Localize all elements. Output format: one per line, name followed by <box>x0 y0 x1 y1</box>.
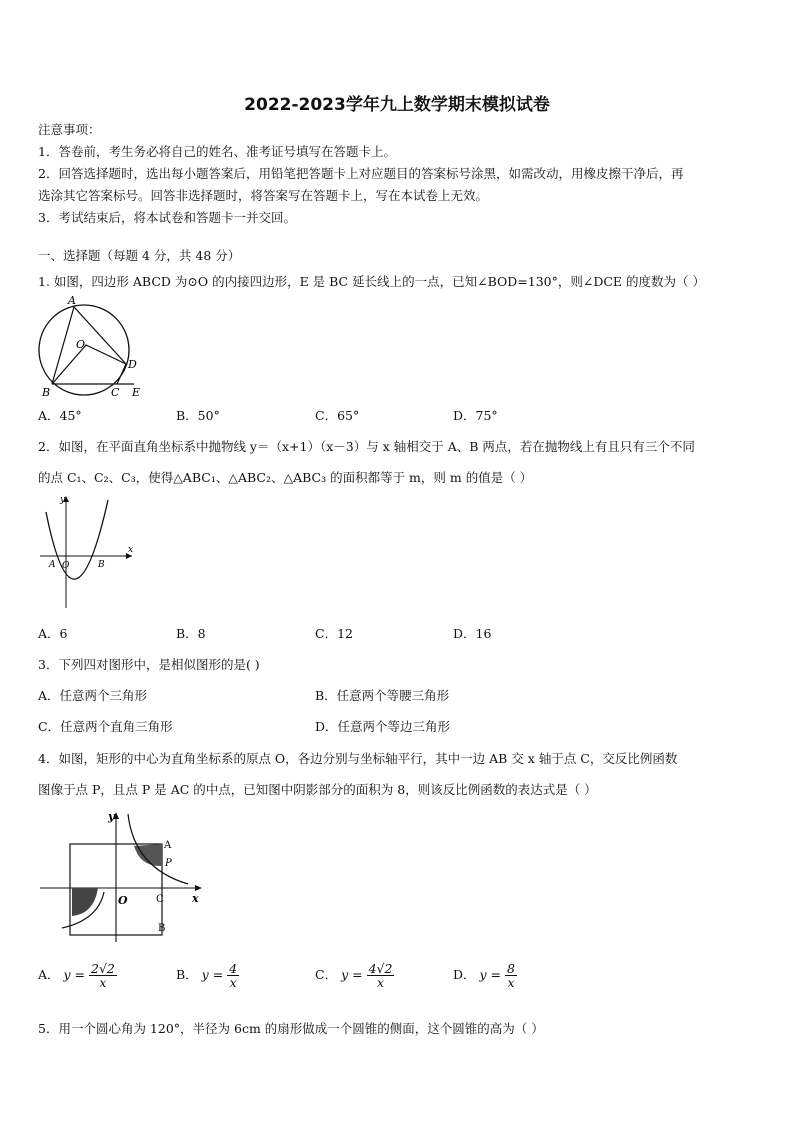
q3-text: 3．下列四对图形中，是相似图形的是( ) <box>38 657 260 672</box>
fig2-label-b: B <box>98 560 105 570</box>
q2-option-a: A．6 <box>38 626 68 641</box>
fig1-label-a: A <box>68 294 76 307</box>
q4-option-c: C． y = $\frac{4√2}{x}$ <box>315 961 393 991</box>
page-title: 2022-2023学年九上数学期末模拟试卷 <box>244 95 550 115</box>
q3-option-b: B．任意两个等腰三角形 <box>315 688 450 703</box>
fig4-label-x: x <box>192 892 199 905</box>
fig4-label-p: P <box>165 858 172 869</box>
q2-option-b: B．8 <box>176 626 206 641</box>
q2-option-d: D．16 <box>453 626 492 641</box>
q2-line-2: 的点 C₁、C₂、C₃，使得△ABC₁、△ABC₂、△ABC₃ 的面积都等于 m，则 m 的值是（ ） <box>38 470 533 485</box>
q2-option-c: C．12 <box>315 626 353 641</box>
notes-item-2-cont: 选涂其它答案标号。回答非选择题时，将答案写在答题卡上，写在本试卷上无效。 <box>38 188 489 203</box>
q3-option-c: C．任意两个直角三角形 <box>38 719 173 734</box>
q1-circle-figure <box>34 292 154 404</box>
q1-option-a: A．45° <box>38 408 82 423</box>
q2-line-1: 2．如图，在平面直角坐标系中抛物线 y＝（x+1）（x－3）与 x 轴相交于 A、B 两点，若在抛物线上有且只有三个不同 <box>38 439 695 454</box>
q4-line-1: 4．如图，矩形的中心为直角坐标系的原点 O，各边分别与坐标轴平行，其中一边 AB 交 x 轴于点 C，交反比例函数 <box>38 751 678 766</box>
q4-option-d: D． y = $\frac{8}{x}$ <box>453 961 515 991</box>
fig4-label-o: O <box>118 894 128 907</box>
fig2-label-x: x <box>128 545 134 555</box>
q3-option-d: D．任意两个等边三角形 <box>315 719 451 734</box>
fig2-label-y: y <box>60 495 66 505</box>
notes-item-1: 1．答卷前，考生务必将自己的姓名、准考证号填写在答题卡上。 <box>38 144 396 159</box>
q4-option-a: A． y = $\frac{2√2}{x}$ <box>38 961 115 991</box>
q4-rectangle-figure <box>36 808 206 948</box>
fig1-label-c: C <box>111 386 120 399</box>
notes-item-3: 3．考试结束后，将本试卷和答题卡一并交回。 <box>38 210 296 225</box>
notes-heading: 注意事项： <box>38 122 101 137</box>
q4-line-2: 图像于点 P，且点 P 是 AC 的中点，已知图中阴影部分的面积为 8，则该反比例函数的表达式是（ ） <box>38 782 597 797</box>
fig2-label-a: A <box>49 560 56 570</box>
fig1-label-o: O <box>76 338 86 351</box>
fig2-label-o: O <box>62 561 70 571</box>
notes-item-2: 2．回答选择题时，选出每小题答案后，用铅笔把答题卡上对应题目的答案标号涂黑，如需改动，用橡皮擦干净后，再 <box>38 166 684 181</box>
fig4-label-y: y <box>108 810 115 823</box>
q4-option-b: B． y = $\frac{4}{x}$ <box>176 961 238 991</box>
section-heading: 一、选择题（每题 4 分，共 48 分） <box>38 248 241 263</box>
q1-option-c: C．65° <box>315 408 360 423</box>
fig4-label-b: B <box>158 923 166 934</box>
q1-text: 1. 如图，四边形 ABCD 为⊙O 的内接四边形，E 是 BC 延长线上的一点，已知∠BOD=130°，则∠DCE 的度数为（ ） <box>38 274 705 289</box>
fig1-label-e: E <box>132 386 141 399</box>
fig4-label-c: C <box>156 894 164 905</box>
q1-option-d: D．75° <box>453 408 498 423</box>
q3-option-a: A．任意两个三角形 <box>38 688 148 703</box>
q1-option-b: B．50° <box>176 408 220 423</box>
q5-text: 5．用一个圆心角为 120°，半径为 6cm 的扇形做成一个圆锥的侧面，这个圆锥的高为（ ） <box>38 1021 544 1036</box>
fig4-label-a: A <box>164 840 172 851</box>
fig1-label-d: D <box>128 358 137 371</box>
q2-parabola-figure <box>36 492 136 610</box>
fig1-label-b: B <box>42 386 51 399</box>
